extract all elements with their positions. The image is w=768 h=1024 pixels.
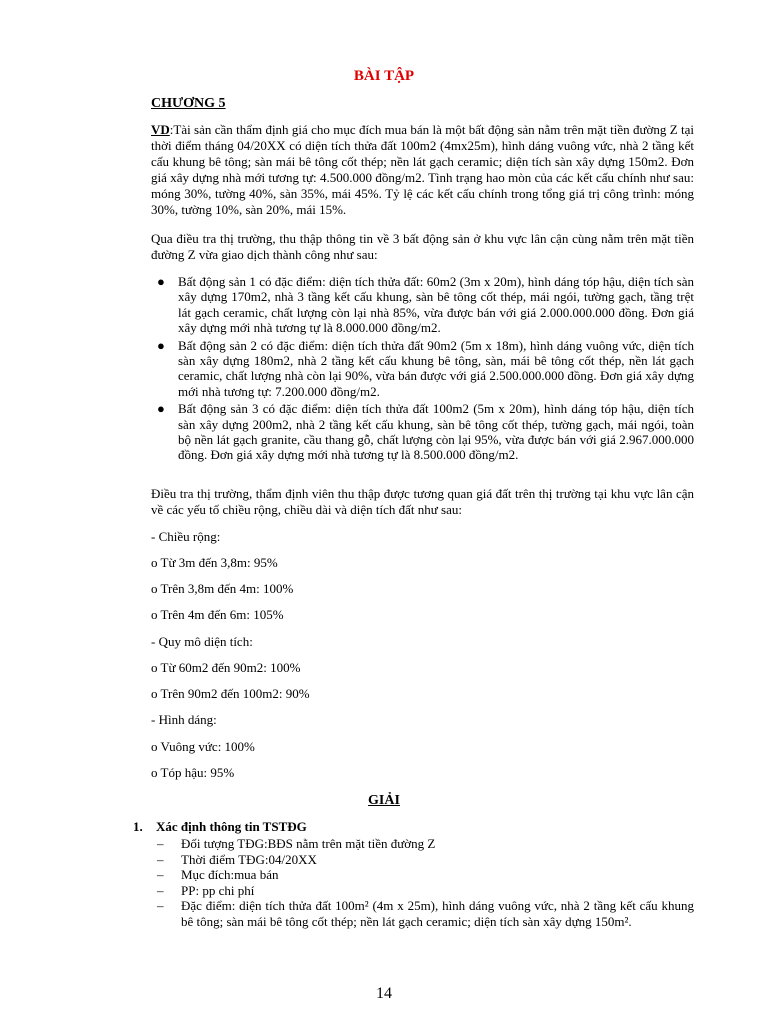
factor-line: - Hình dáng:: [151, 712, 217, 727]
property-list: [151, 274, 694, 465]
section-heading: [133, 819, 307, 835]
factor-line: o Từ 60m2 đến 90m2: 100%: [151, 660, 301, 675]
section-items: [151, 836, 694, 929]
factor-line: - Chiều rộng:: [151, 529, 221, 544]
list-item: – PP: pp chi phí: [157, 882, 255, 898]
example-paragraph: [151, 122, 694, 218]
bullet-icon: ●: [157, 337, 165, 353]
list-item: ● Bất động sản 2 có đặc điểm: diện tích thửa đất 90m2 (5m x 18m), hình dáng vuông vức, diện tích sàn xây dựng 180m2, nhà 2 tầng kết cấu khung bê tông, sàn, mái bê tông cốt thép, nền lát gạch ceramic, chất lượng nhà còn lại 90%, vừa bán được với giá 2.500.000.000 đồng. Đơn giá xây dựng mới nhà tương tự: 7.200.000 đồng/m2.: [157, 337, 694, 399]
factor-line: o Tóp hậu: 95%: [151, 765, 235, 780]
list-item: – Thời điểm TĐG:04/20XX: [157, 851, 317, 867]
list-item: ● Bất động sản 3 có đặc điểm: diện tích thửa đất 100m2 (5m x 20m), hình dáng tóp hậu, diện tích sàn xây dựng 200m2, nhà 2 tầng kết cấu khung, sàn bê tông cốt thép, tường gạch, mái ngói, toàn bộ nền lát gạch granite, cầu thang gỗ, chất lượng còn lại 95%, vừa được bán với giá 2.967.000.000 đồng. Đơn giá xây dựng mới nhà tương tự là 8.500.000 đồng/m2.: [157, 401, 694, 463]
section-title: Xác định thông tin TSTĐG: [156, 819, 307, 834]
solution-heading: GIẢI: [368, 793, 400, 808]
list-item: – Mục đích:mua bán: [157, 867, 279, 882]
vd-text: :Tài sản cần thẩm định giá cho mục đích mua bán là một bất động sản nằm trên mặt tiền đường Z tại thời điểm tháng 04/20XX có diện tích thửa đất 100m2 (4mx25m), hình dáng vuông vức, nhà 2 tầng kết cấu khung bê tông; sàn mái bê tông cốt thép; nền lát gạch ceramic; diện tích sàn xây dựng 150m2. Đơn giá xây dựng nhà mới tương tự: 4.500.000 đồng/m2. Tình trạng hao mòn của các kết cấu chính như sau: móng 30%, tường 40%, sàn 35%, mái 45%. Tỷ lệ các kết cấu chính trong tổng giá trị công trình: móng 30%, tường 10%, sàn 20%, mái 15%.: [151, 122, 694, 217]
bullet-icon: ●: [157, 401, 165, 417]
section-number: 1.: [133, 819, 143, 834]
factor-line: - Quy mô diện tích:: [151, 634, 253, 649]
factor-line: o Từ 3m đến 3,8m: 95%: [151, 555, 278, 570]
vd-label: VD: [151, 122, 170, 137]
list-item: – Đặc điểm: diện tích thửa đất 100m² (4m x 25m), hình dáng vuông vức, nhà 2 tầng kết cấu khung bê tông; sàn mái bê tông cốt thép; nền lát gạch ceramic; diện tích sàn xây dựng 150m².: [157, 898, 694, 929]
factor-line: o Trên 3,8m đến 4m: 100%: [151, 581, 294, 596]
factor-line: o Vuông vức: 100%: [151, 739, 255, 754]
factor-line: o Trên 90m2 đến 100m2: 90%: [151, 686, 310, 701]
factors-intro: Điều tra thị trường, thẩm định viên thu thập được tương quan giá đất trên thị trường tại khu vực lân cận về các yếu tố chiều rộng, chiều dài và diện tích đất như sau:: [151, 486, 694, 517]
page-title: BÀI TẬP: [353, 68, 415, 84]
survey-intro: Qua điều tra thị trường, thu thập thông tin về 3 bất động sản ở khu vực lân cận cùng nằm trên mặt tiền đường Z vừa giao dịch thành công như sau:: [151, 231, 694, 262]
list-item: ● Bất động sản 1 có đặc điểm: diện tích thửa đất: 60m2 (3m x 20m), hình dáng tóp hậu, diện tích sàn xây dựng 170m2, nhà 3 tầng kết cấu khung, sàn bê tông cốt thép, mái ngói, tường gạch, tầng trệt lát gạch ceramic, chất lượng còn lại nhà 85%, vừa được bán với giá 2.000.000.000 đồng. Đơn giá xây dựng mới nhà tương tự là 8.000.000 đồng/m2.: [157, 274, 694, 336]
page-number: 14: [376, 985, 392, 1002]
chapter-heading: CHƯƠNG 5: [151, 96, 226, 111]
list-item: – Đối tượng TĐG:BĐS nằm trên mặt tiền đường Z: [157, 836, 436, 851]
factor-line: o Trên 4m đến 6m: 105%: [151, 607, 284, 622]
bullet-icon: ●: [157, 274, 165, 289]
